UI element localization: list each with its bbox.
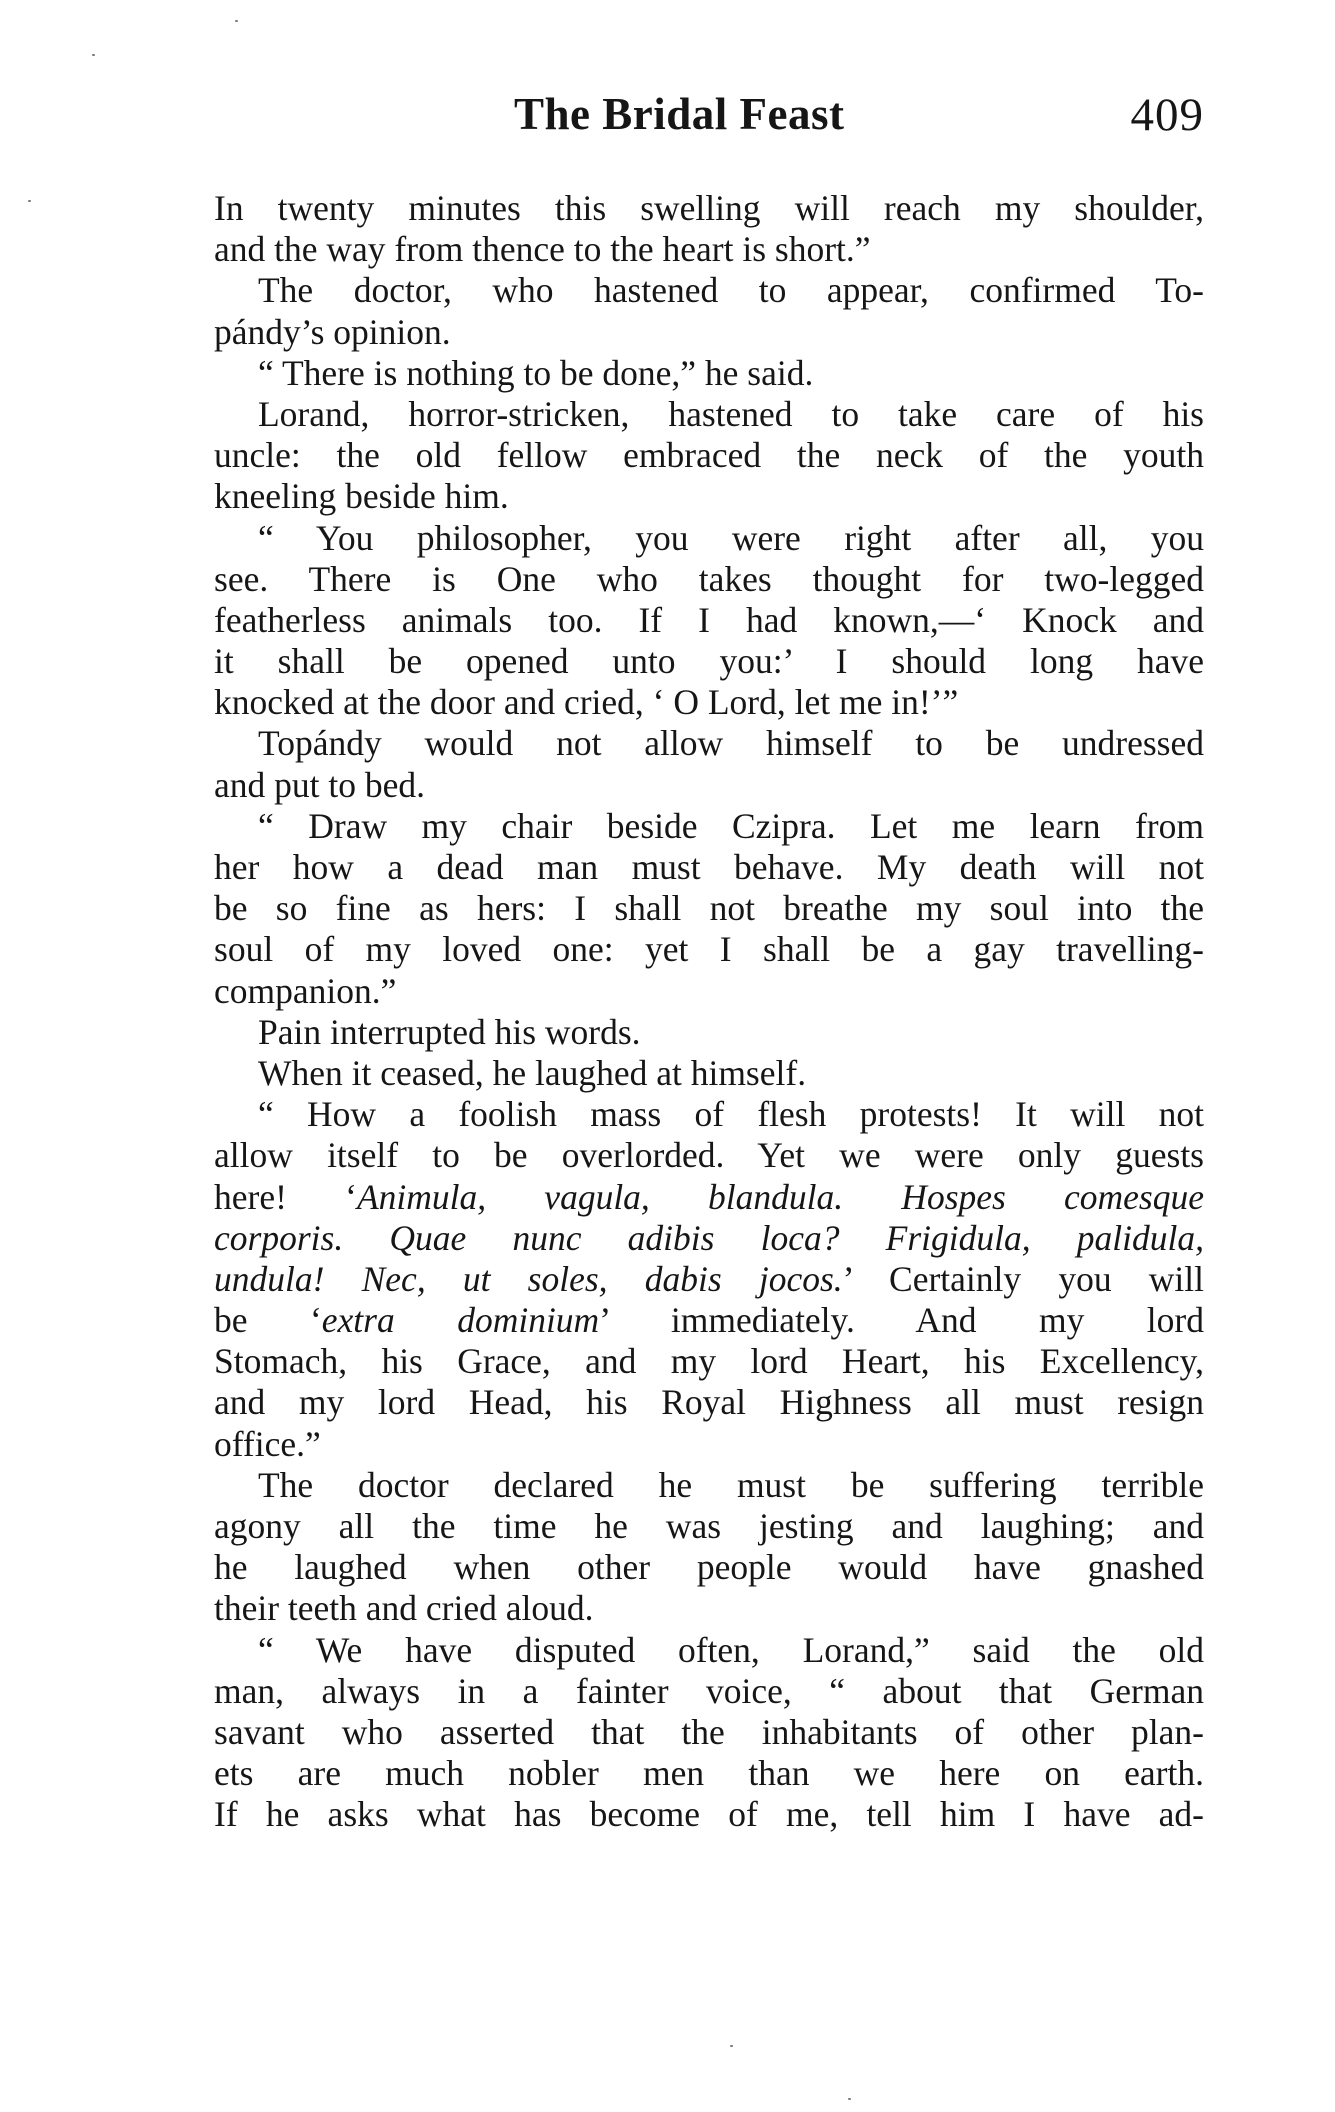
line-text: pándy’s opinion. <box>214 311 451 352</box>
text-line <box>214 847 1204 888</box>
text-line <box>214 229 1204 270</box>
text-line <box>214 1300 1204 1341</box>
italic-latin-text: undula! Nec, ut soles, dabis jocos. <box>214 1258 843 1299</box>
text-line <box>214 641 1204 682</box>
text-line <box>214 1424 1204 1465</box>
line-text: their teeth and cried aloud. <box>214 1588 594 1629</box>
text-line <box>214 353 1204 394</box>
body-text <box>214 188 1204 1836</box>
line-text: here! ‘ <box>214 1176 357 1217</box>
line-text: agony all the time he was jesting and laughing; and <box>214 1506 1204 1546</box>
text-line <box>214 929 1204 970</box>
line-text: office.” <box>214 1423 321 1464</box>
line-text: man, always in a fainter voice, “ about that German <box>214 1670 1204 1711</box>
line-text: Pain interrupted his words. <box>258 1011 641 1052</box>
text-line <box>214 1671 1204 1712</box>
line-text: allow itself to be overlorded. Yet we were only guests <box>214 1135 1204 1176</box>
text-line <box>214 312 1204 353</box>
line-text: “ How a foolish mass of flesh protests! It will not <box>258 1094 1204 1135</box>
text-line <box>214 600 1204 641</box>
line-text: savant who asserted that the inhabitants of other plan- <box>214 1711 1204 1752</box>
line-text: If he asks what has become of me, tell him I have ad- <box>214 1794 1204 1835</box>
line-text: “ We have disputed often, Lorand,” said the old <box>258 1629 1204 1670</box>
text-line <box>214 1753 1204 1794</box>
text-line <box>214 682 1204 723</box>
line-text: ets are much nobler men than we here on earth. <box>214 1753 1204 1794</box>
page-number: 409 <box>1130 89 1204 141</box>
line-text: and my lord Head, his Royal Highness all must resign <box>214 1382 1204 1423</box>
line-text: knocked at the door and cried, ‘ O Lord, let me in!’” <box>214 682 959 723</box>
text-line <box>214 1506 1204 1547</box>
text-line <box>214 394 1204 435</box>
line-text: see. There is One who takes thought for two-legged <box>214 558 1204 599</box>
italic-latin-text: Animula, vagula, blandula. Hospes comesque <box>356 1176 1205 1217</box>
text-line <box>214 723 1204 764</box>
line-text: Lorand, horror-stricken, hastened to take care of his <box>258 393 1204 434</box>
paper-speck <box>848 2098 851 2100</box>
text-line <box>214 765 1204 806</box>
line-text: uncle: the old fellow embraced the neck of the youth <box>214 435 1204 476</box>
text-line <box>214 1135 1204 1176</box>
text-line <box>214 188 1204 229</box>
text-line <box>214 1177 1204 1218</box>
text-line <box>214 518 1204 559</box>
line-text: companion.” <box>214 970 397 1011</box>
line-text: and the way from thence to the heart is short.” <box>214 229 871 270</box>
line-text: The doctor declared he must be suffering terrible <box>258 1464 1204 1505</box>
italic-latin-text: corporis. Quae nunc adibis loca? Frigidula, palidula, <box>214 1217 1204 1258</box>
line-text: soul of my loved one: yet I shall be a gay travelling- <box>214 929 1204 970</box>
line-text: The doctor, who hastened to appear, confirmed To- <box>258 270 1204 311</box>
line-text: featherless animals too. If I had known,—‘ Knock and <box>214 599 1204 640</box>
line-text: “ Draw my chair beside Czipra. Let me learn from <box>258 805 1204 846</box>
line-text: ’ immediately. And my lord <box>599 1300 1204 1341</box>
text-line <box>214 559 1204 600</box>
text-line <box>214 888 1204 929</box>
line-text: be ‘ <box>214 1300 322 1341</box>
text-line <box>214 270 1204 311</box>
line-text: When it ceased, he laughed at himself. <box>258 1052 807 1093</box>
text-line <box>214 1094 1204 1135</box>
line-text: “ There is nothing to be done,” he said. <box>258 352 814 393</box>
text-line <box>214 971 1204 1012</box>
paper-speck <box>28 200 31 202</box>
line-text: kneeling beside him. <box>214 476 509 517</box>
line-text: ’ Certainly you will <box>842 1258 1204 1299</box>
text-line <box>214 1630 1204 1671</box>
text-line <box>214 1588 1204 1629</box>
paper-speck <box>235 20 238 22</box>
text-line <box>214 1341 1204 1382</box>
text-line <box>214 1218 1204 1259</box>
text-line <box>214 1012 1204 1053</box>
line-text: and put to bed. <box>214 764 425 805</box>
text-line <box>214 1259 1204 1300</box>
text-line <box>214 476 1204 517</box>
italic-latin-text: extra dominium <box>321 1300 600 1341</box>
text-line <box>214 1382 1204 1423</box>
line-text: it shall be opened unto you:’ I should long have <box>214 641 1204 682</box>
line-text: be so fine as hers: I shall not breathe my soul into the <box>214 888 1204 929</box>
text-line <box>214 1053 1204 1094</box>
text-line <box>214 435 1204 476</box>
line-text: he laughed when other people would have gnashed <box>214 1547 1204 1588</box>
text-line <box>214 1794 1204 1835</box>
paper-speck <box>730 2045 733 2047</box>
text-line <box>214 806 1204 847</box>
line-text: Stomach, his Grace, and my lord Heart, his Excellency, <box>214 1341 1204 1382</box>
line-text: In twenty minutes this swelling will reach my shoulder, <box>214 188 1204 228</box>
line-text: “ You philosopher, you were right after all, you <box>258 517 1204 558</box>
running-head <box>214 88 1204 144</box>
line-text: Topándy would not allow himself to be undressed <box>258 723 1204 764</box>
text-line <box>214 1547 1204 1588</box>
text-line <box>214 1712 1204 1753</box>
paper-speck <box>92 54 95 56</box>
running-title: The Bridal Feast <box>514 89 845 139</box>
line-text: her how a dead man must behave. My death will not <box>214 847 1204 887</box>
text-line <box>214 1465 1204 1506</box>
